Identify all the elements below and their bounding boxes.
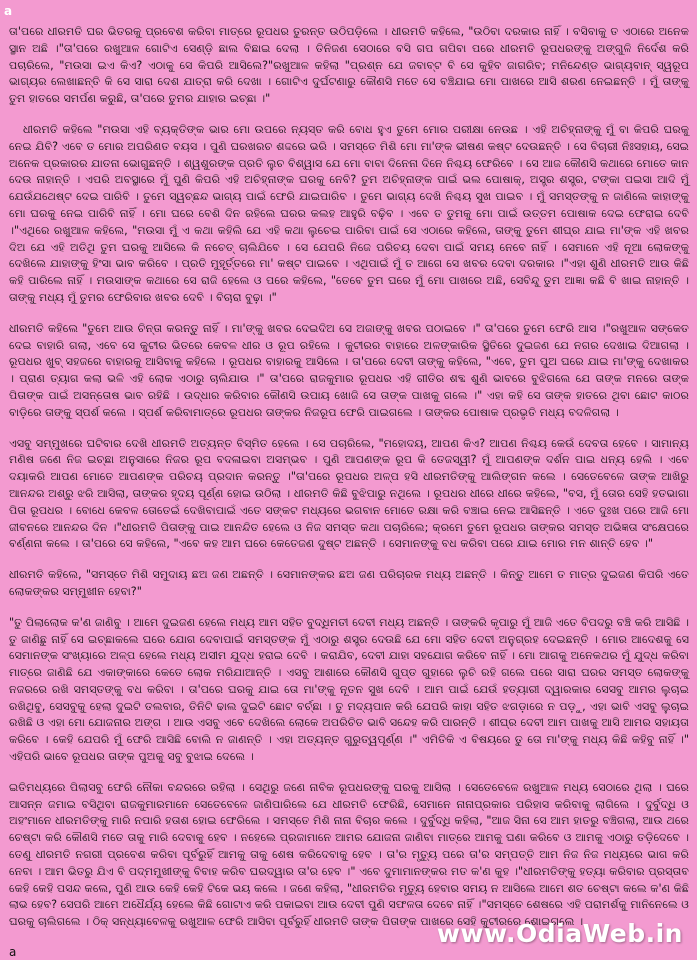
paragraph-4: ଏସବୁ ସମ୍ମୁଖରେ ଘଟିବାର ଦେଖି ଧୀରମତି ଅତ୍ୟନ୍ତ ବିସ୍ମିତ ହେଲେ । ସେ ପଚାରିଲେ, "ମହୋଦୟ, ଆପଣ କିଏ? ଆପଣ ନିଶ୍ଚୟ କେଉଁ ଦେବତା ହେବେ । ସାମାନ୍ୟ ମଣିଷ ଜଣେ ନିଜ ଇଚ୍ଛା ଅନୁସାରେ ନିଜର ରୂପ ବଦଳାଇବା ଅସମ୍ଭବ । ପୁଣି ଆପଣଙ୍କ ରୂପ କି ତେଜସ୍ୱୀ? ମୁଁ ଆପଣଙ୍କ ଦର୍ଶନ ପାଇ ଧନ୍ୟ ହେଲି । ଏବେ ଦୟାକରି ଆପଣ ମୋତେ ଆପଣଙ୍କ ପରିଚୟ ପ୍ରଦାନ କରନ୍ତୁ ।"ତା'ପରେ ରୂପଧର ଅଳ୍ପ ହସି ଧୀରମତିଙ୍କୁ ଆଲିଙ୍ଗନ କଲେ । ସେତେବେଳେ ତାଙ୍କ ଆଖିରୁ ଆନନ୍ଦର ଅଶ୍ରୁ ଝରି ଆସିଲା, ତାଙ୍କର ହୃଦୟ ପୂର୍ଣ୍ଣ ହୋଇ ଉଠିଲା । ଧୀରମତି କିଛି ବୁଝିପାରୁ ନଥିଲେ । ରୂପଧର ଧୀରେ ଧୀରେ କହିଲେ, "ବସ, ମୁଁ ତୋର ସେହି ହତଭାଗା ପିତା ରୂପଧର । ବୋଧେ କେବଳ ତୋତେଇଁ ଦେଖିବାପାଇଁ ଏତେ ସଙ୍କଟ ମଧ୍ୟରେ ଭଗବାନ ମୋତେ ରକ୍ଷା କରି ବଞ୍ଚାଇ ନେଇ ଆସିଛନ୍ତି । ଏତେ ଦୁଃଖ ପରେ ଆଜି ମୋ ଜୀବନରେ ଆନନ୍ଦର ଦିନ ।"ଧୀରମତି ପିତାଙ୍କୁ ପାଇ ଆନନ୍ଦିତ ହେଲେ ଓ ନିଜ ସମସ୍ତ କଥା ପଚାରିଲେ; କ୍ରମେ ତୁମେ ରୂପଧର ତାଙ୍କର ସମସ୍ତ ଅଭିଜ୍ଞତା ସଂକ୍ଷେପରେ ବର୍ଣ୍ଣନା କଲେ । ତା'ପରେ ସେ କହିଲେ, "ଏବେ କହ ଆମ ଘରେ କେତେଜଣ ଦୁଷ୍ଟ ଅଛନ୍ତି । ସେମାନଙ୍କୁ ବଧ କରିବା ପରେ ଯାଇ ମୋର ମନ ଶାନ୍ତି ହେବ ।"	[9, 436, 689, 551]
site-watermark: www.OdiaWeb.in	[436, 919, 683, 948]
page-marker: a	[4, 4, 13, 18]
paragraph-2: ଧୀରମତି କହିଲେ "ମଉସା ଏହି ବ୍ୟକ୍ତିଙ୍କ ଭାର ମୋ ଉପରେ ନ୍ୟସ୍ତ କରି ବୋଧ ହୁଏ ତୁମେ ମୋର ପରୀକ୍ଷା ନେଉଛ । ଏହି ଅଚିହ୍ନାଙ୍କୁ ମୁଁ ବା କିପରି ଘରକୁ ନେଇ ଯିବି? ଏବେ ତ ମୋର ଅପରିଣତ ବୟସ । ପୁଣି ଘରଖରଚ ଶଦ୍ଦରେ ଭରି । ସମସ୍ତେ ମିଶି ମୋ ମା'ଙ୍କ ଭୀଷଣ କଷ୍ଟ ଦେଉଛନ୍ତି । ସେ ବିଚାରୀ ନିଃସହାୟ, ସେଇ ଅନେକ ପ୍ରକାରର ଯାତନା ଭୋଗୁଛନ୍ତି । ଶ୍ୱଶୁରଙ୍କ ପ୍ରତି ଲୁଚ ବିଶ୍ୱାସ ଯେ ମୋ ବାବା ଦିନେନା ଦିନେ ନିଶ୍ଚୟ ଫେରିବେ । ସେ ଆଜ କୌଣସି କଥାରେ ମୋତେ କାନ ଦେଉ ନାହାନ୍ତି । ଏପରି ଅବସ୍ଥାରେ ମୁଁ ପୁଣି କିପରି ଏହି ଅଚିହ୍ନାଙ୍କ ଘରକୁ ନେବି? ତୁମ ଅଚିହ୍ନାଙ୍କ ପାଇଁ ଭଲ ପୋଷାକ୍, ଅସ୍ତ୍ର ଶସ୍ତ୍ର, ଟଙ୍କା ପଇସା ଆଦି ମୁଁ ଯେଉଁଯଥେଷ୍ଟ ଦେଇ ପାରିବି । ତୁମେ ସ୍ୱଚ୍ଛନ୍ଦ ଭାଗ୍ୟ ପାଇଁ ଫେରି ଯାଇପାରିବ । ତୁମେ ଭାଗ୍ୟ ଦେଖି ନିଶ୍ଚୟ ସୁଖ ପାଇବ । ମୁଁ ସମସ୍ତଙ୍କୁ ନ ଜାଣିଲେ କାହାଙ୍କୁ ମୋ ଘରକୁ ନେଇ ପାରିବି ନାହିଁ । ମୋ ଘରେ ବେଶି ଦିନ ରହିଲେ ଘରର କଲହ ଆହୁରି ବଢ଼ିବ । ଏବେ ତ ତୁମକୁ ମୋ ପାଇଁ ଉତ୍ତମ ପୋଷାକ ଦେଇ ଫେରାଇ ଦେବି ।"ଏଥିରେ ରଖୁଆଳ କହିଲେ, "ମଉସା ମୁଁ ଏ କଥା କହିଲି ଯେ ଏହି କଥା ଲୁଚେଇ ପାରିବା ପାଇଁ ସେ ଏଠାରେ କହିଲେ, ତାଙ୍କୁ ତୁମେ ଶୀଘ୍ର ଯାଇ ମା'ଙ୍କ ଏହି ଖବର ଦିଅ ଯେ ଏହି ଅତିଥି ତୁମ ଘରକୁ ଆସିଲେ କି ନଚେତ୍ ଚାଲିଯିବେ । ସେ ଯେପରି ନିଜେ ପରିଚୟ ଦେବା ପାଇଁ ସମୟ ନେବେ ନାହିଁ । ସେମାନେ ଏହି ନୂଆ ଲୋକଙ୍କୁ ଦେଖିଲେ ଯାହାଙ୍କୁ ହିଂସା ଭାବ କରିବେ । ପ୍ରତି ମୁହୂର୍ତ୍ତରେ ମା' କଷ୍ଟ ପାଇବେ । ଏଥିପାଇଁ ମୁଁ ତ ଆଗେ ସେ ଖବର ଦେବା ଦରକାର ।"ଏହା ଶୁଣି ଧୀରମତି ଆଉ କିଛି କହି ପାରିଲେ ନାହିଁ । ମଉସାଙ୍କ କଥାରେ ସେ ରାଜି ହେଲେ ଓ ପରେ କହିଲେ, "ତେବେ ତୁମ ଘରେ ମୁଁ ମୋ ପାଖରେ ଅଛି, ସେବିନ୍ଦୁ ତୁମ ଆଜ୍ଞା କଛି ବି ଖାଇ ନାହାନ୍ତି । ତାଙ୍କୁ ମଧ୍ୟ ମୁଁ ତୁମର ଫେରିବାର ଖବର ଦେବି । ବିଚାରା ବୁଢ଼ା ।"	[9, 122, 689, 304]
paragraph-3: ଧୀରମତି କହିଲେ "ତୁମେ ଆଉ ଚିନ୍ତା କରନ୍ତୁ ନାହିଁ । ମା'ଙ୍କୁ ଖବର ଦେଇଦିଅ ସେ ଅଜାଙ୍କୁ ଖବର ପଠାଇବେ ।" ତା'ପରେ ତୁମେ ଫେରି ଆସ ।"ରଖୁଆଳ ସଙ୍କେତ ଦେଇ ବାହାରି ଗଲା, ଏବେ ସେ କୁଟୀର ଭିତରେ କେବଳ ଧୀର ଓ ରୂପ ରହିଲେ । କୁଟୀରର ବାହାରେ ଅଳଙ୍କାରିକ ସ୍ଥିତିରେ ଦୁଇଜଣ ଯେ ନଗର ଦେଖାଇ ଦିଆଗଲା । ରୂପଧର ଖୁବ୍ ସହଜରେ ବାହାରକୁ ଆସିବାକୁ କହିଲେ । ରୂପଧର ବାହାରକୁ ଆସିଲେ । ତା'ପରେ ଦେବୀ ତାଙ୍କୁ କହିଲେ, "ଏବେ, ତୁମ ପୁଅ ଘରେ ଯାଇ ମା'ଙ୍କୁ ଦେଖାକର । ପ୍ରାଣ ତ୍ୟାଗ କଲା ଭଳି ଏହି ଲୋକ ଏଠାରୁ ଚାଲିଯାଉ ।" ତା'ପରେ ରାଜକୁମାର ରୂପଧର ଏହି ଗୀତିର ଶବ୍ଦ ଶୁଣି ଭାବରେ ବୁଝିଗଲେ ଯେ ତାଙ୍କ ମନରେ ତାଙ୍କ ପିତାଙ୍କ ପାଇଁ ଅସନ୍ତୋଷ ଭାବ ରହିଛି । ଉଦ୍ଧାର କରିବାର କୌଣସି ଉପାୟ ଖୋଜି ସେ ତାଙ୍କ ପାଖକୁ ଗଲେ ।" ଏହା କହି ସେ ତାଙ୍କ ହାତରେ ଥିବା ଛୋଟ କାଠର ବାଡ଼ିରେ ତାଙ୍କୁ ସ୍ପର୍ଶ କଲେ । ସ୍ପର୍ଶ କରିବାମାତ୍ରେ ରୂପଧର ତାଙ୍କର ନିଜରୂପ ଫେରି ପାଇଗଲେ । ତାଙ୍କର ପୋଷାକ ପ୍ରଭୃତି ମଧ୍ୟ ବଦଳିଗଲା ।	[9, 321, 689, 419]
paragraph-1: ତା'ପରେ ଧୀରମତି ଘର ଭିତରକୁ ପ୍ରବେଶ କରିବା ମାତ୍ରେ ରୂପଧର ତୁରନ୍ତ ଉଠିପଡ଼ିଲେ । ଧୀରମତି କହିଲେ, "ଉଠିବା ଦରକାର ନାହିଁ । ବସିବାକୁ ତ ଏଠାରେ ଅନେକ ସ୍ଥାନ ଅଛି ।"ତା'ପରେ ରଖୁଆଳ ଗୋଟିଏ ସେଣ୍ଡ଼ି ଛାଲ ବିଛାଇ ଦେଲା । ତିନିଜଣ ସେଠାରେ ବସି ଗପ ଗପିବା ପରେ ଧୀରମତି ରୂପଧରଙ୍କୁ ଅଙ୍ଗୁଳି ନିର୍ଦେଶ କରି ପଚାରିଲେ, "ମଉସା ଇଏ କିଏ? ଏଠାକୁ ସେ କିପରି ଆସିଲେ?"ରଖୁଆଳ କହିଲା "ପ୍ରଶ୍ନ ଯେ ଜବାବ୍ଟ ବି ସେ କୁହିବ ଜାଗରିବ; ମନିନ୍ଦେଣ୍ଡ ଭାଗ୍ୟବାନ୍ ସ୍ୱରୂପ ଭାଗ୍ୟର ଲେଖାଛନ୍ତି କି ସେ ସାରା ଦେଶ ଯାତ୍ରା କରି ଦେଖା । ଗୋଟିଏ ଦୁର୍ଘଟଣାରୁ କୌଣସି ମତେ ସେ ବଞ୍ଚିଯାଇ ମୋ ପାଖରେ ଆସି ଶରଣ ନେଇଛନ୍ତି । ମୁଁ ତାଙ୍କୁ ତୁମ ହାତରେ ସମର୍ପଣ କରୁଛି, ତା'ପରେ ତୁମର ଯାହାର ଇଚ୍ଛା ।"	[9, 25, 689, 106]
trailing-mark: a	[9, 945, 17, 960]
paragraph-5: ଧୀରମତି କହିଲେ, "ସମସ୍ତେ ମିଶି ସମୁଦାୟ ଛଅ ଜଣ ଅଛନ୍ତି । ସେମାନଙ୍କର ଛଅ ଜଣ ପରିଚାରକ ମଧ୍ୟ ଅଛନ୍ତି । କିନ୍ତୁ ଆମେ ତ ମାତ୍ର ଦୁଇଜଣ କିପରି ଏତେ ଲୋକଙ୍କର ସମ୍ମୁଖୀନ ହେବା?"	[9, 568, 689, 598]
paragraph-7: ଇତିମଧ୍ୟରେ ପିଲାସବୁ ଫେରି ନୌକା ବନ୍ଦରରେ ରହିଲା । ସେଥିରୁ ଜଣେ ନାବିକ ରୂପଧରଙ୍କୁ ଘରକୁ ଆସିଲା । ସେତେବେଳେ ରଖୁଆଳ ମଧ୍ୟ ସେଠାରେ ଥିଲା । ଘରେ ଆସନ୍ନ ଜମାଇ ବସିଥିବା ରାଜକୁମାରମାନେ ସେତେବେଳେ ଜାଣିପାରିଲେ ଯେ ଧୀରମତି ଫେରିଛି, ସେମାନେ ନାନାପ୍ରକାର ପରିହାସ କରିବାକୁ ଲାଗିଲେ । ଦୁର୍ବୁଦ୍ଧି ଓ ଅହଂମାନେ ଧୀରମତିଙ୍କୁ ମାରି ନପାରି ହତାଶ ହୋଇ ଫେରିଲେ । ସମସ୍ତେ ମିଶି ନାନା ବିଚାର କଲେ । ଦୁର୍ବୁଦ୍ଧି କହିଲା, "ଆଜ ସିନା ସେ ଆମ ହାତରୁ ବଞ୍ଚିଗଲା, ଆଉ ଥରେ ଚେଷ୍ଟା କରି କୌଣସି ମତେ ତାକୁ ମାରି ଦେବାକୁ ହେବ । ନହେଲେ ପ୍ରଜାମାନେ ଆମର ଯୋଜନା ଜାଣିବା ମାତ୍ରେ ଆମକୁ ଘଣା କରିବେ ଓ ଆମକୁ ଏଠାରୁ ତଡ଼ିଦେବେ । ତେଣୁ ଧୀରମତି ନଗରୀ ପ୍ରବେଶ କରିବା ପୂର୍ବରୁହିଁ ଆମକୁ ତାକୁ ଶେଷ କରିଦେବାକୁ ହେବ । ତା'ର ମୃତ୍ୟୁ ପରେ ତା'ର ସମ୍ପତ୍ତି ଆମ ନିଜ ନିଜ ମଧ୍ୟରେ ଭାଗ କରି ନେବା । ଆମ ଭିତରୁ ଯିଏ ବି ପଦ୍ମମୁଖୀଙ୍କୁ ବିବାହ କରିବ ଘରଦ୍ୱାର ତା'ର ହେବ ।" ଏବେ ଦୁମାମାନଙ୍କର ମତ କ'ଣ କୁହ ।"ଧୀରମତିଙ୍କୁ ହତ୍ୟା କରିବାର ପ୍ରସ୍ତାବ କେହି କେହି ପସନ୍ଦ କଲେ, ପୁଣି ଆଉ କେହି କେହି ଟିକେ ଭୟ କଲେ । ଜଣେ କହିଲା, "ଧୀରମତିର ମୃତ୍ୟୁ ହେବାର ସମୟ ନ ଆସିଲେ ଆମେ ଶତ ଚେଷ୍ଟା କଲେ କ'ଣ କିଛି ଲାଭ ହେବ? ସେପରି ଆମେ ଅଧୈର୍ଯ୍ୟ ହେଲେ କିଛି ଗୋଟାଏ କରି ପକାଇବା ଆଉ ଦେବୀ ପୁଣି ସଫଳତା ଦେବେ ନାହିଁ ।"ସମସ୍ତେ ଶେଷରେ ଏହି ପରାମର୍ଶକୁ ମାନିନେଲେ ଓ ଘରକୁ ଚାଲିଗଲେ । ଠିକ୍ ସନ୍ଧ୍ୟାବେଳକୁ ରଖୁଆଳ ଫେରି ଆସିବା ପୂର୍ବରୁହିଁ ଧୀରମତି ତାଙ୍କ ପିତାଙ୍କ ପାଖରେ ସେହି କୁଟୀରରେ ଶୋଇଗଲେ ।	[9, 780, 689, 929]
paragraph-6: "ତୁ ପିଲାଲୋକ କ'ଣ ଜାଣିବୁ । ଆମେ ଦୁଇଜଣ ହେଲେ ମଧ୍ୟ ଆମ ସହିତ ବୁଦ୍ଧିମତୀ ଦେବୀ ମଧ୍ୟ ଅଛନ୍ତି । ତାଙ୍କରି କୃପାରୁ ମୁଁ ଆଜି ଏତେ ବିପଦରୁ ବଞ୍ଚି କରି ଆସିଛି । ତୁ ଜାଣିଛୁ ନାହିଁ ସେ ଇଚ୍ଛାକଲେ ଘରେ ଯୋଗ ଦେବାପାଇଁ ସମସ୍ତଙ୍କ ମୁଁ ଏଠାରୁ ଶସ୍ତ୍ର ଦେଉଛି ଯେ ମୋ ସହିତ ଦେବୀ ଅନୁଗ୍ରହ ଦେଇଛନ୍ତି । ମୋର ଆଦେଶକୁ ସେ ସେମାନଙ୍କ ସଂଖ୍ୟାରେ ଅଳ୍ପ ହେଲେ ମଧ୍ୟ ଅସୀମ ଯୁଦ୍ଧ ହରାଇ ଦେବି । କରାଯିବ, ଦେବୀ ଯାହା ସହଯୋଗ କରିବେ ନାହିଁ । ମୋ ଆଗକୁ ଅନେକଥର ମୁଁ ଯୁଦ୍ଧ କରିବା ମାତ୍ରେ ଜାଣିଛି ଯେ ଏକାଙ୍କାରେ କେତେ ଲୋକ ମରିଯାଆନ୍ତି । ଏସବୁ ଆଶାରେ କୌଣସି ଗୁପ୍ତ ଗୁହାରେ ଲୁଚି ରହି ଗଲେ ପରେ ସାରା ଘରର ସମସ୍ତ ଲୋକଙ୍କୁ ନଜରରେ ରଖି ସମସ୍ତଙ୍କୁ ବଧ କରିବା । ତା'ପରେ ଘରକୁ ଯାଇ ତୋ ମା'ଙ୍କୁ ନୂତନ ସୁଖ ଦେବି । ଆମ ପାଇଁ ଯେଉଁ ହତ୍ୟାରୀ ଦ୍ୱାରକାର ସେସବୁ ଆମର ଲୁଚାଇ ରଖିଥିବୁ, ସେସବୁକୁ ହେଲା ଦୁଇଟି ତଲବାର, ତିନିଟି ଢାଲ ଦୁଇଟି ଛୋଟ ବର୍ଚ୍ଛା । ତୁ ମଦ୍ୟପାନ କରି ଯେପରି କାହା ସହିତ ଝଗଡ଼ାରେ ନ ପଡ଼ୁ, ଏହା ଭାବି ଏସବୁ ଲୁଚାଇ ରଖିଛି ଓ ଏହା ମୋ ଯୋଜନାର ଅଙ୍ଗ । ଆଉ ଏସବୁ ଏବେ ଦେଖିଲେ ଲୋକେ ଅପରିଚିତ ଭାବି ସନ୍ଦେହ କରି ପାରନ୍ତି । ଶୀଘ୍ର ଦେବୀ ଆମ ପାଖକୁ ଆସି ଆମର ସହାୟତା କରିବେ । କେହି ଯେପରି ମୁଁ ଫେରି ଆସିଛି ବୋଲି ନ ଜାଣନ୍ତି । ଏହା ଅତ୍ୟନ୍ତ ଗୁରୁତ୍ୱପୂର୍ଣ୍ଣ ।" ଏମିତିକି ଏ ବିଷୟରେ ତୁ ତୋ ମା'ଙ୍କୁ ମଧ୍ୟ କିଛି କହିବୁ ନାହିଁ ।" ଏହିପରି ଭାବେ ରୂପଧର ତାଙ୍କ ପୁଅକୁ ସବୁ ବୁଝାଇ ଦେଲେ ।	[9, 615, 689, 764]
